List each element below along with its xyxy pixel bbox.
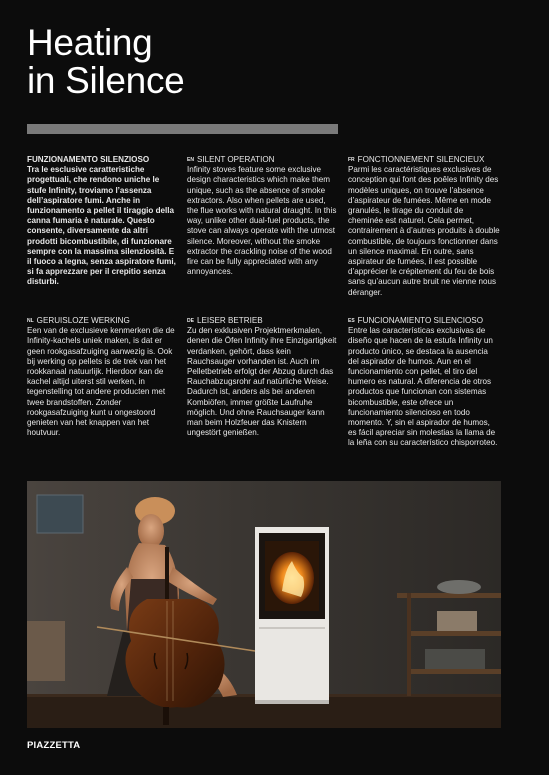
section-es-heading: FUNCIONAMIENTO SILENCIOSO <box>357 316 483 325</box>
page-title <box>27 24 184 100</box>
section-fr-heading: FONCTIONNEMENT SILENCIEUX <box>357 155 485 164</box>
language-code-en: EN <box>187 157 194 163</box>
picture-frame-icon <box>37 495 83 533</box>
section-es-heading-wrap <box>348 316 500 326</box>
section-en-heading-wrap <box>187 155 339 165</box>
section-it-heading: FUNZIONAMENTO SILENZIOSO <box>27 155 150 164</box>
section-de-body: Zu den exklusiven Projektmerkmalen, denen die Öfen Infinity ihre Einzigartigkeit verdanken, gehört, dass kein Rauchsauger vorhanden ist. Auch im Pelletbetrieb erfolgt der Abzug durch das Rauchabzugsrohr auf natürliche Weise. Dadurch ist, anders als bei anderen Kombiöfen, immer größte Laufruhe möglich. Und ohne Rauchsauger kann man beim Holzfeuer das Knistern ungestört genießen. <box>187 326 337 438</box>
section-fr <box>348 155 500 298</box>
section-nl-heading-wrap <box>27 316 179 326</box>
section-nl <box>27 316 179 438</box>
section-en <box>187 155 339 277</box>
title-rule <box>27 124 338 134</box>
title-line-2: in Silence <box>27 60 185 101</box>
section-nl-body: Een van de exclusieve kenmerken die de Infinity-kachels uniek maken, is dat er geen rookgasafzuiging aanwezig is. Ook bij werking op pellets is de trek van het rookkanaal natuurlijk. Hierdoor kan de kachel altijd uiterst stil werken, in tegenstelling tot andere producten met twee brandstoffen. Zonder rookgasafzuiging kunt u ongestoord genieten van het knappen van het houtvuur. <box>27 326 175 438</box>
brand-logo: PIAZZETTA <box>27 740 81 751</box>
section-fr-body: Parmi les caractéristiques exclusives de conception qui font des poêles Infinity des modèles uniques, on trouve l’absence d’aspirateur de fumées. Même en mode granulés, le tirage du conduit de cheminée est naturel. Cela permet, contrairement à d’autres produits à double combustible, de toujours fonctionner dans un silence maximal. En outre, sans aspirateur de fumées, il est possible d’apprécier le crépitement du feu de bois sans qu’aucun autre bruit ne vienne nous déranger. <box>348 165 500 297</box>
language-code-es: ES <box>348 318 355 324</box>
language-code-fr: FR <box>348 157 355 163</box>
photo-illustration <box>27 481 501 728</box>
section-fr-heading-wrap <box>348 155 500 165</box>
section-de-heading: LEISER BETRIEB <box>196 316 263 325</box>
pellet-stove-icon <box>255 527 329 704</box>
section-en-body: Infinity stoves feature some exclusive design characteristics which make them unique, such as the absence of smoke extractors. Also when pellets are used, the flue works with natural draught. In this way, unlike other dual-fuel products, the stove can always operate with the utmost silence. Moreover, without the smoke extractor the crackling noise of the wood fire can be fully appreciated with any annoyances. <box>187 165 337 277</box>
section-es <box>348 316 500 449</box>
section-it <box>27 155 179 288</box>
section-en-heading: SILENT OPERATION <box>196 155 275 164</box>
section-de <box>187 316 339 438</box>
vase-icon <box>437 580 481 594</box>
language-code-de: DE <box>187 318 194 324</box>
section-es-body: Entre las características exclusivas de diseño que hacen de la estufa Infinity un producto único, se destaca la ausencia del aspirador de humos. Aun en el funcionamiento con pellet, el tiro del humero es natural. A diferencia de otros productos que funcionan con sistemas bicombustible, este ofrece un funcionamiento silencioso en todo momento. Y, sin el aspirador de humos, es fácil apreciar sin molestias la llama de la leña con su característico chisporroteo. <box>348 326 498 448</box>
section-nl-heading: GERUISLOZE WERKING <box>36 316 130 325</box>
language-code-nl: NL <box>27 318 34 324</box>
section-it-body: Tra le esclusive caratteristiche progettuali, che rendono uniche le stufe Infinity, troviamo l’assenza dell’aspiratore fumi. Anche in funzionamento a pellet il tiraggio della canna fumaria è naturale. Questo consente, diversamente da altri prodotti bicombustibile, di funzionare sempre con la massima silenziosità. E il fuoco a legna, senza aspiratore fumi, si fa apprezzare per il crepitio senza disturbi. <box>27 165 176 287</box>
title-line-1: Heating <box>27 22 153 63</box>
cellist-stove-photo <box>27 481 501 728</box>
section-de-heading-wrap <box>187 316 339 326</box>
